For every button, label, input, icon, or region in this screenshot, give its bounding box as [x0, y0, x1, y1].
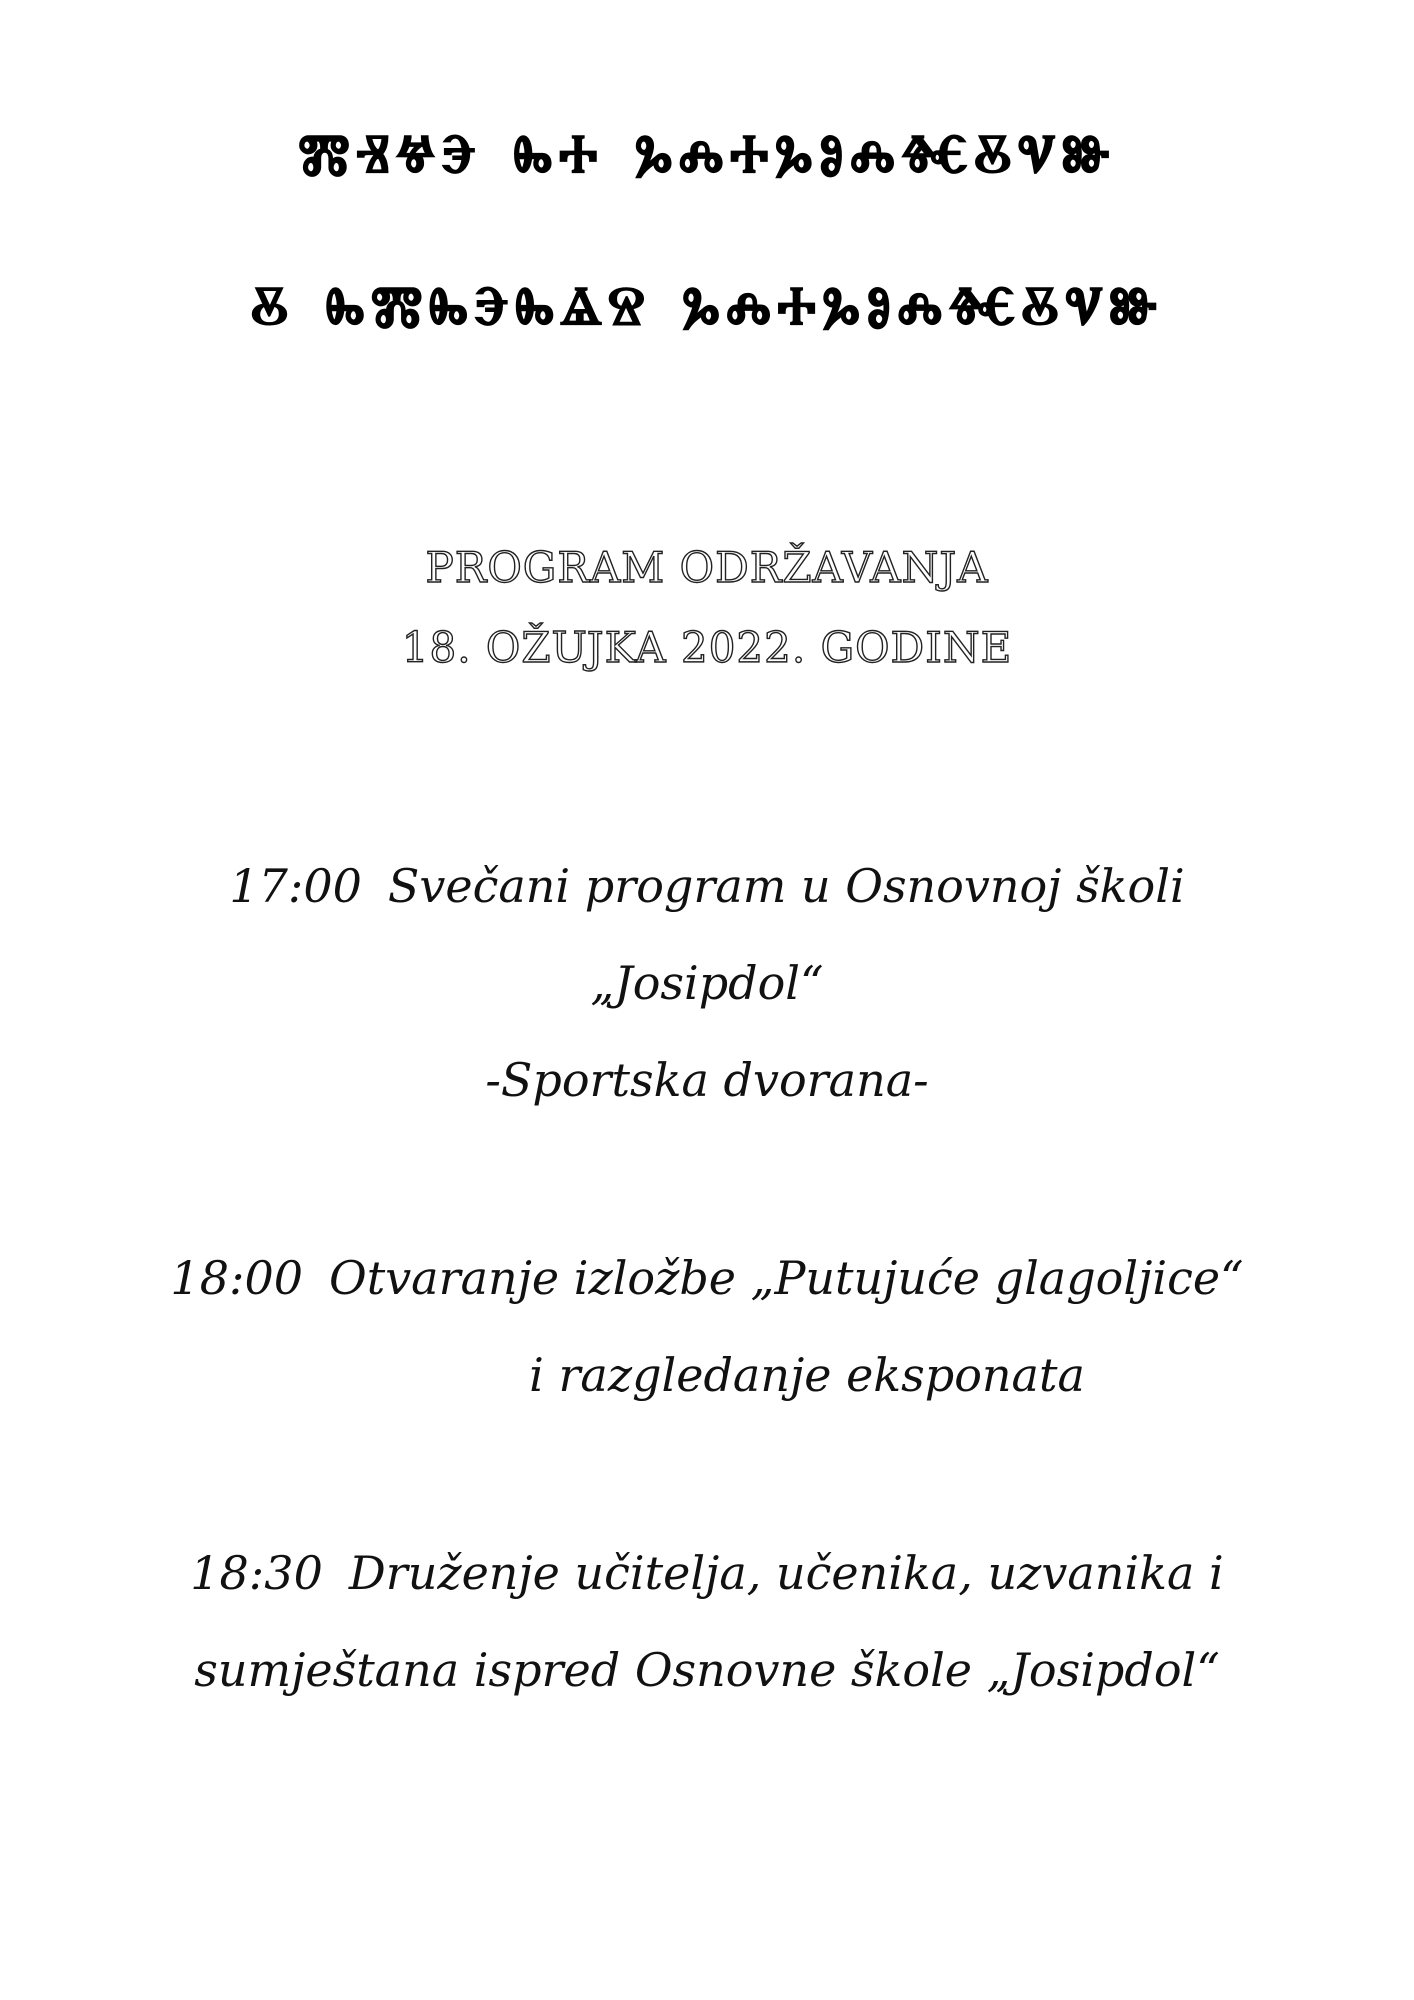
schedule-item-first-line	[0, 838, 1414, 935]
schedule-time: 18:00	[170, 1251, 303, 1305]
schedule-item	[0, 838, 1414, 1129]
subheading-line-1: PROGRAM ODRŽAVANJA	[425, 543, 989, 592]
schedule-item-first-line	[0, 1525, 1414, 1622]
glagolitic-title	[0, 105, 1414, 365]
title-line-2: ⰻ ⰸⰿⰸⰵⰸⱑⱄ ⰳⰾⰰⰳⱁⰾⱙⰻⱌⱆ	[250, 269, 1164, 353]
schedule-description: i razgledanje eksponata	[529, 1348, 1085, 1402]
program-subheading	[0, 528, 1414, 688]
title-line-1: ⰿⱐⱍⰵ ⰸⰰ ⰳⰾⰰⰳⱁⰾⱙⰻⱌⱆ	[298, 117, 1116, 201]
schedule-time: 17:00	[229, 859, 362, 913]
schedule-time: 18:30	[190, 1546, 323, 1600]
schedule-description: Druženje učitelja, učenika, uzvanika i	[348, 1546, 1224, 1600]
schedule-description: Svečani program u Osnovnoj školi	[387, 859, 1185, 913]
schedule-description: Otvaranje izložbe „Putujuće glagoljice“	[329, 1251, 1244, 1305]
schedule-item	[0, 1230, 1414, 1424]
schedule-description: sumještana ispred Osnovne škole „Josipdol“	[194, 1643, 1220, 1697]
schedule-description: „Josipdol“	[590, 956, 824, 1010]
schedule-location: -Sportska dvorana-	[485, 1053, 929, 1107]
schedule-item-first-line	[0, 1230, 1414, 1327]
subheading-line-2: 18. OŽUJKA 2022. GODINE	[401, 623, 1013, 672]
schedule-item	[0, 1525, 1414, 1719]
